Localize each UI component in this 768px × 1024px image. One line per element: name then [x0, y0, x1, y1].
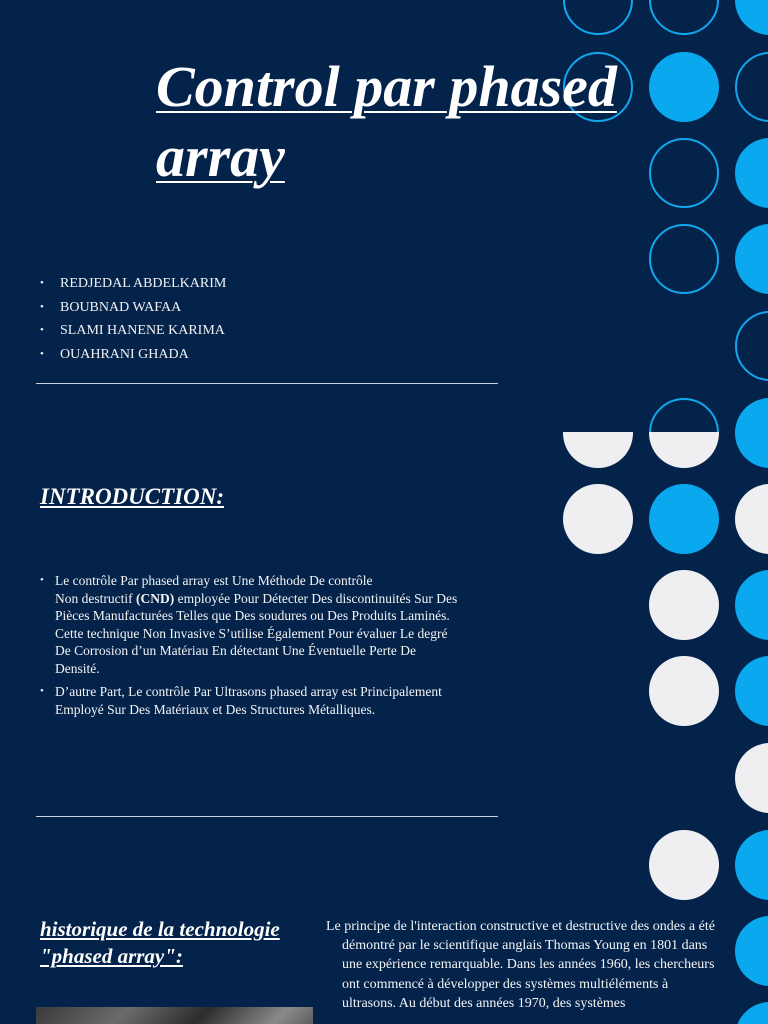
decor-ring-dot [563, 0, 633, 35]
decor-light-dot [735, 484, 768, 554]
slide-history [0, 864, 768, 1024]
decor-blue-dot [735, 398, 768, 432]
decor-blue-dot [735, 570, 768, 640]
decor-blue-dot [735, 0, 768, 35]
bullet-line: Cette technique Non Invasive S’utilise Également Pour évaluer Le degré [55, 625, 448, 641]
author-item: • SLAMI HANENE KARIMA [40, 319, 226, 343]
bullet-line: Densité. [55, 660, 100, 676]
decor-light-dot [649, 830, 719, 864]
decor-light-dot [649, 656, 719, 726]
decor-ring-dot [735, 52, 768, 122]
slide-title [0, 0, 768, 432]
bullet-line: Pièces Manufacturées Telles que Des soudures ou Des Produits Laminés. [55, 608, 450, 623]
author-item: • OUAHRANI GHADA [40, 343, 226, 367]
decor-light-dot [649, 432, 719, 468]
author-list [40, 272, 226, 366]
decor-light-dot [563, 432, 633, 468]
decor-blue-dot [735, 830, 768, 864]
decor-light-dot [735, 743, 768, 813]
decor-light-dot [563, 484, 633, 554]
introduction-bullets [40, 572, 500, 724]
introduction-heading: INTRODUCTION: [40, 484, 224, 509]
decor-blue-dot [735, 224, 768, 294]
decor-blue-dot [649, 484, 719, 554]
bullet-line: Employé Sur Des Matériaux et Des Structures Métalliques. [55, 701, 376, 717]
author-item: • REDJEDAL ABDELKARIM [40, 272, 226, 296]
decor-blue-dot [735, 916, 768, 986]
decor-ring-dot [735, 311, 768, 381]
divider-line [36, 816, 498, 817]
history-paragraph: Le principe de l'interaction constructive et destructive des ondes a été démontré par le scientifique anglais Thomas Young en 1801 dans une expérience remarquable. Dans les années 1960, les chercheurs ont commencé à développer des systèmes multiéléments à ultrasons. Au début des années 1970, des systèmes [326, 919, 715, 1011]
decor-ring-dot [649, 0, 719, 35]
slide-introduction [0, 432, 768, 864]
divider-line [36, 383, 498, 384]
bullet-item [40, 683, 500, 718]
decor-blue-dot [735, 138, 768, 208]
decor-light-dot [649, 570, 719, 640]
decor-blue-dot [649, 52, 719, 122]
bullet-line: De Corrosion d’un Matériau En détectant Une Éventuelle Perte De [55, 643, 416, 658]
decor-blue-dot [735, 432, 768, 468]
decor-light-dot [649, 864, 719, 900]
decor-blue-dot [735, 864, 768, 900]
bullet-line: • Le contrôle Par phased array est Une Méthode De contrôle [55, 573, 373, 588]
decor-ring-dot [649, 398, 719, 432]
decor-ring-dot [649, 138, 719, 208]
history-heading: historique de la technologie "phased array": [40, 917, 280, 968]
historical-photo [36, 1007, 313, 1024]
bullet-item [40, 572, 500, 677]
bullet-line: Non destructif (CND) employée Pour Détecter Des discontinuités Sur Des [55, 590, 458, 606]
slide-title-heading: Control par phased array [156, 54, 617, 189]
bullet-line: • D’autre Part, Le contrôle Par Ultrasons phased array est Principalement [55, 684, 442, 699]
author-item: • BOUBNAD WAFAA [40, 296, 226, 320]
decor-blue-dot [735, 1002, 768, 1024]
decor-blue-dot [735, 656, 768, 726]
cnd-abbreviation: (CND) [135, 590, 175, 606]
decor-ring-dot [649, 224, 719, 294]
